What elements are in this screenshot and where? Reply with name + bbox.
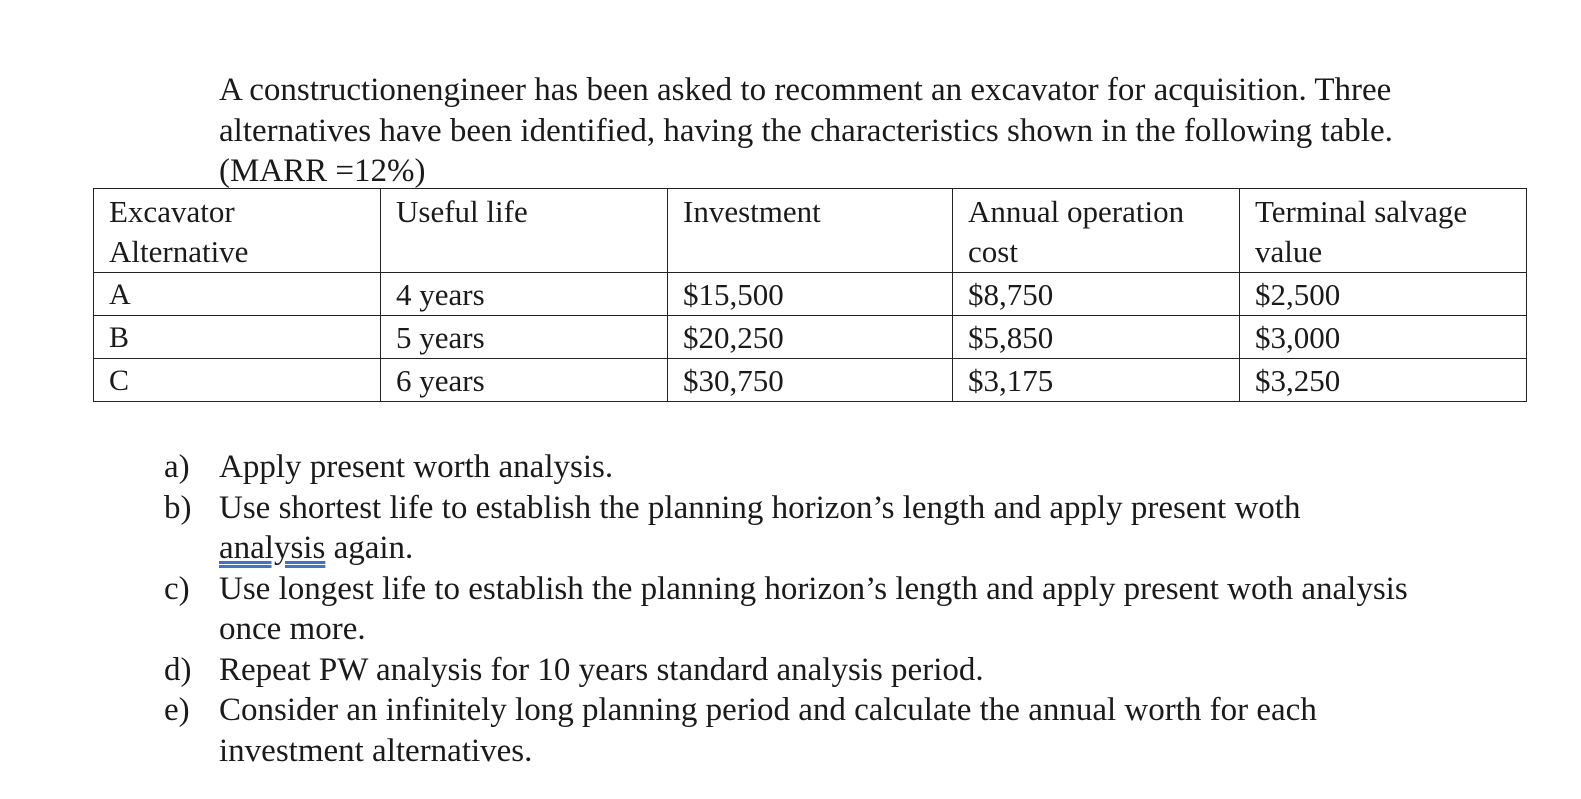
header-cell-useful-life bbox=[381, 189, 668, 273]
cell-investment: $20,250 bbox=[668, 316, 953, 359]
question-text: Apply present worth analysis. bbox=[219, 449, 614, 485]
cell-annual-cost: $8,750 bbox=[953, 273, 1240, 316]
question-text-continuation: investment alternatives. bbox=[219, 732, 533, 769]
header-text: Annual operation bbox=[968, 194, 1185, 229]
cell-annual-cost: $3,175 bbox=[953, 359, 1240, 402]
question-text-continuation bbox=[219, 528, 1540, 569]
header-cell-investment bbox=[668, 189, 953, 273]
header-cell-annual-cost bbox=[953, 189, 1240, 273]
list-marker: d) bbox=[164, 651, 192, 688]
list-marker: a) bbox=[164, 449, 190, 485]
list-item bbox=[160, 690, 1540, 771]
question-text: Consider an infinitely long planning period and calculate the annual worth for each bbox=[219, 692, 1317, 728]
cell-annual-cost: $5,850 bbox=[953, 316, 1240, 359]
table-header-row bbox=[94, 189, 1527, 273]
cell-alternative: B bbox=[94, 316, 381, 359]
list-marker: e) bbox=[164, 692, 190, 728]
table-row bbox=[94, 359, 1527, 402]
cell-investment: $30,750 bbox=[668, 359, 953, 402]
cell-useful-life: 6 years bbox=[381, 359, 668, 402]
header-text: value bbox=[1255, 234, 1323, 269]
header-text: Terminal salvage bbox=[1255, 194, 1468, 229]
list-marker: b) bbox=[164, 489, 192, 526]
problem-statement bbox=[219, 70, 1539, 192]
cell-alternative: C bbox=[94, 359, 381, 402]
cell-useful-life: 4 years bbox=[381, 273, 668, 316]
question-text-rest: again. bbox=[325, 530, 414, 566]
list-marker: c) bbox=[164, 570, 190, 607]
cell-alternative: A bbox=[94, 273, 381, 316]
header-text: Investment bbox=[683, 194, 821, 229]
list-item bbox=[160, 569, 1540, 650]
list-item bbox=[160, 488, 1540, 569]
spellcheck-underlined-word[interactable]: analysis bbox=[219, 530, 326, 566]
header-cell-alternative bbox=[94, 189, 381, 273]
question-text-continuation: once more. bbox=[219, 611, 366, 647]
cell-salvage-value: $2,500 bbox=[1240, 273, 1527, 316]
excavator-alternatives-table bbox=[93, 188, 1527, 402]
question-text: Repeat PW analysis for 10 years standard analysis period. bbox=[219, 651, 984, 688]
cell-salvage-value: $3,000 bbox=[1240, 316, 1527, 359]
problem-statement-line-1: A constructionengineer has been asked to recomment an excavator for acquisition. Three bbox=[219, 72, 1392, 108]
cell-useful-life: 5 years bbox=[381, 316, 668, 359]
list-item bbox=[160, 447, 1540, 488]
question-list bbox=[160, 447, 1540, 771]
header-text: cost bbox=[968, 234, 1018, 269]
cell-investment: $15,500 bbox=[668, 273, 953, 316]
header-text: Useful life bbox=[396, 194, 528, 229]
header-text: Excavator bbox=[109, 194, 235, 229]
list-item bbox=[160, 650, 1540, 691]
header-text: Alternative bbox=[109, 234, 249, 269]
header-cell-salvage-value bbox=[1240, 189, 1527, 273]
table-row bbox=[94, 316, 1527, 359]
table-row bbox=[94, 273, 1527, 316]
problem-statement-line-2: alternatives have been identified, having the characteristics shown in the following table. bbox=[219, 112, 1393, 149]
marr-note: (MARR =12%) bbox=[219, 153, 426, 189]
cell-salvage-value: $3,250 bbox=[1240, 359, 1527, 402]
question-text: Use shortest life to establish the planning horizon’s length and apply present woth bbox=[219, 489, 1301, 526]
question-text: Use longest life to establish the planning horizon’s length and apply present woth analysis bbox=[219, 570, 1408, 607]
